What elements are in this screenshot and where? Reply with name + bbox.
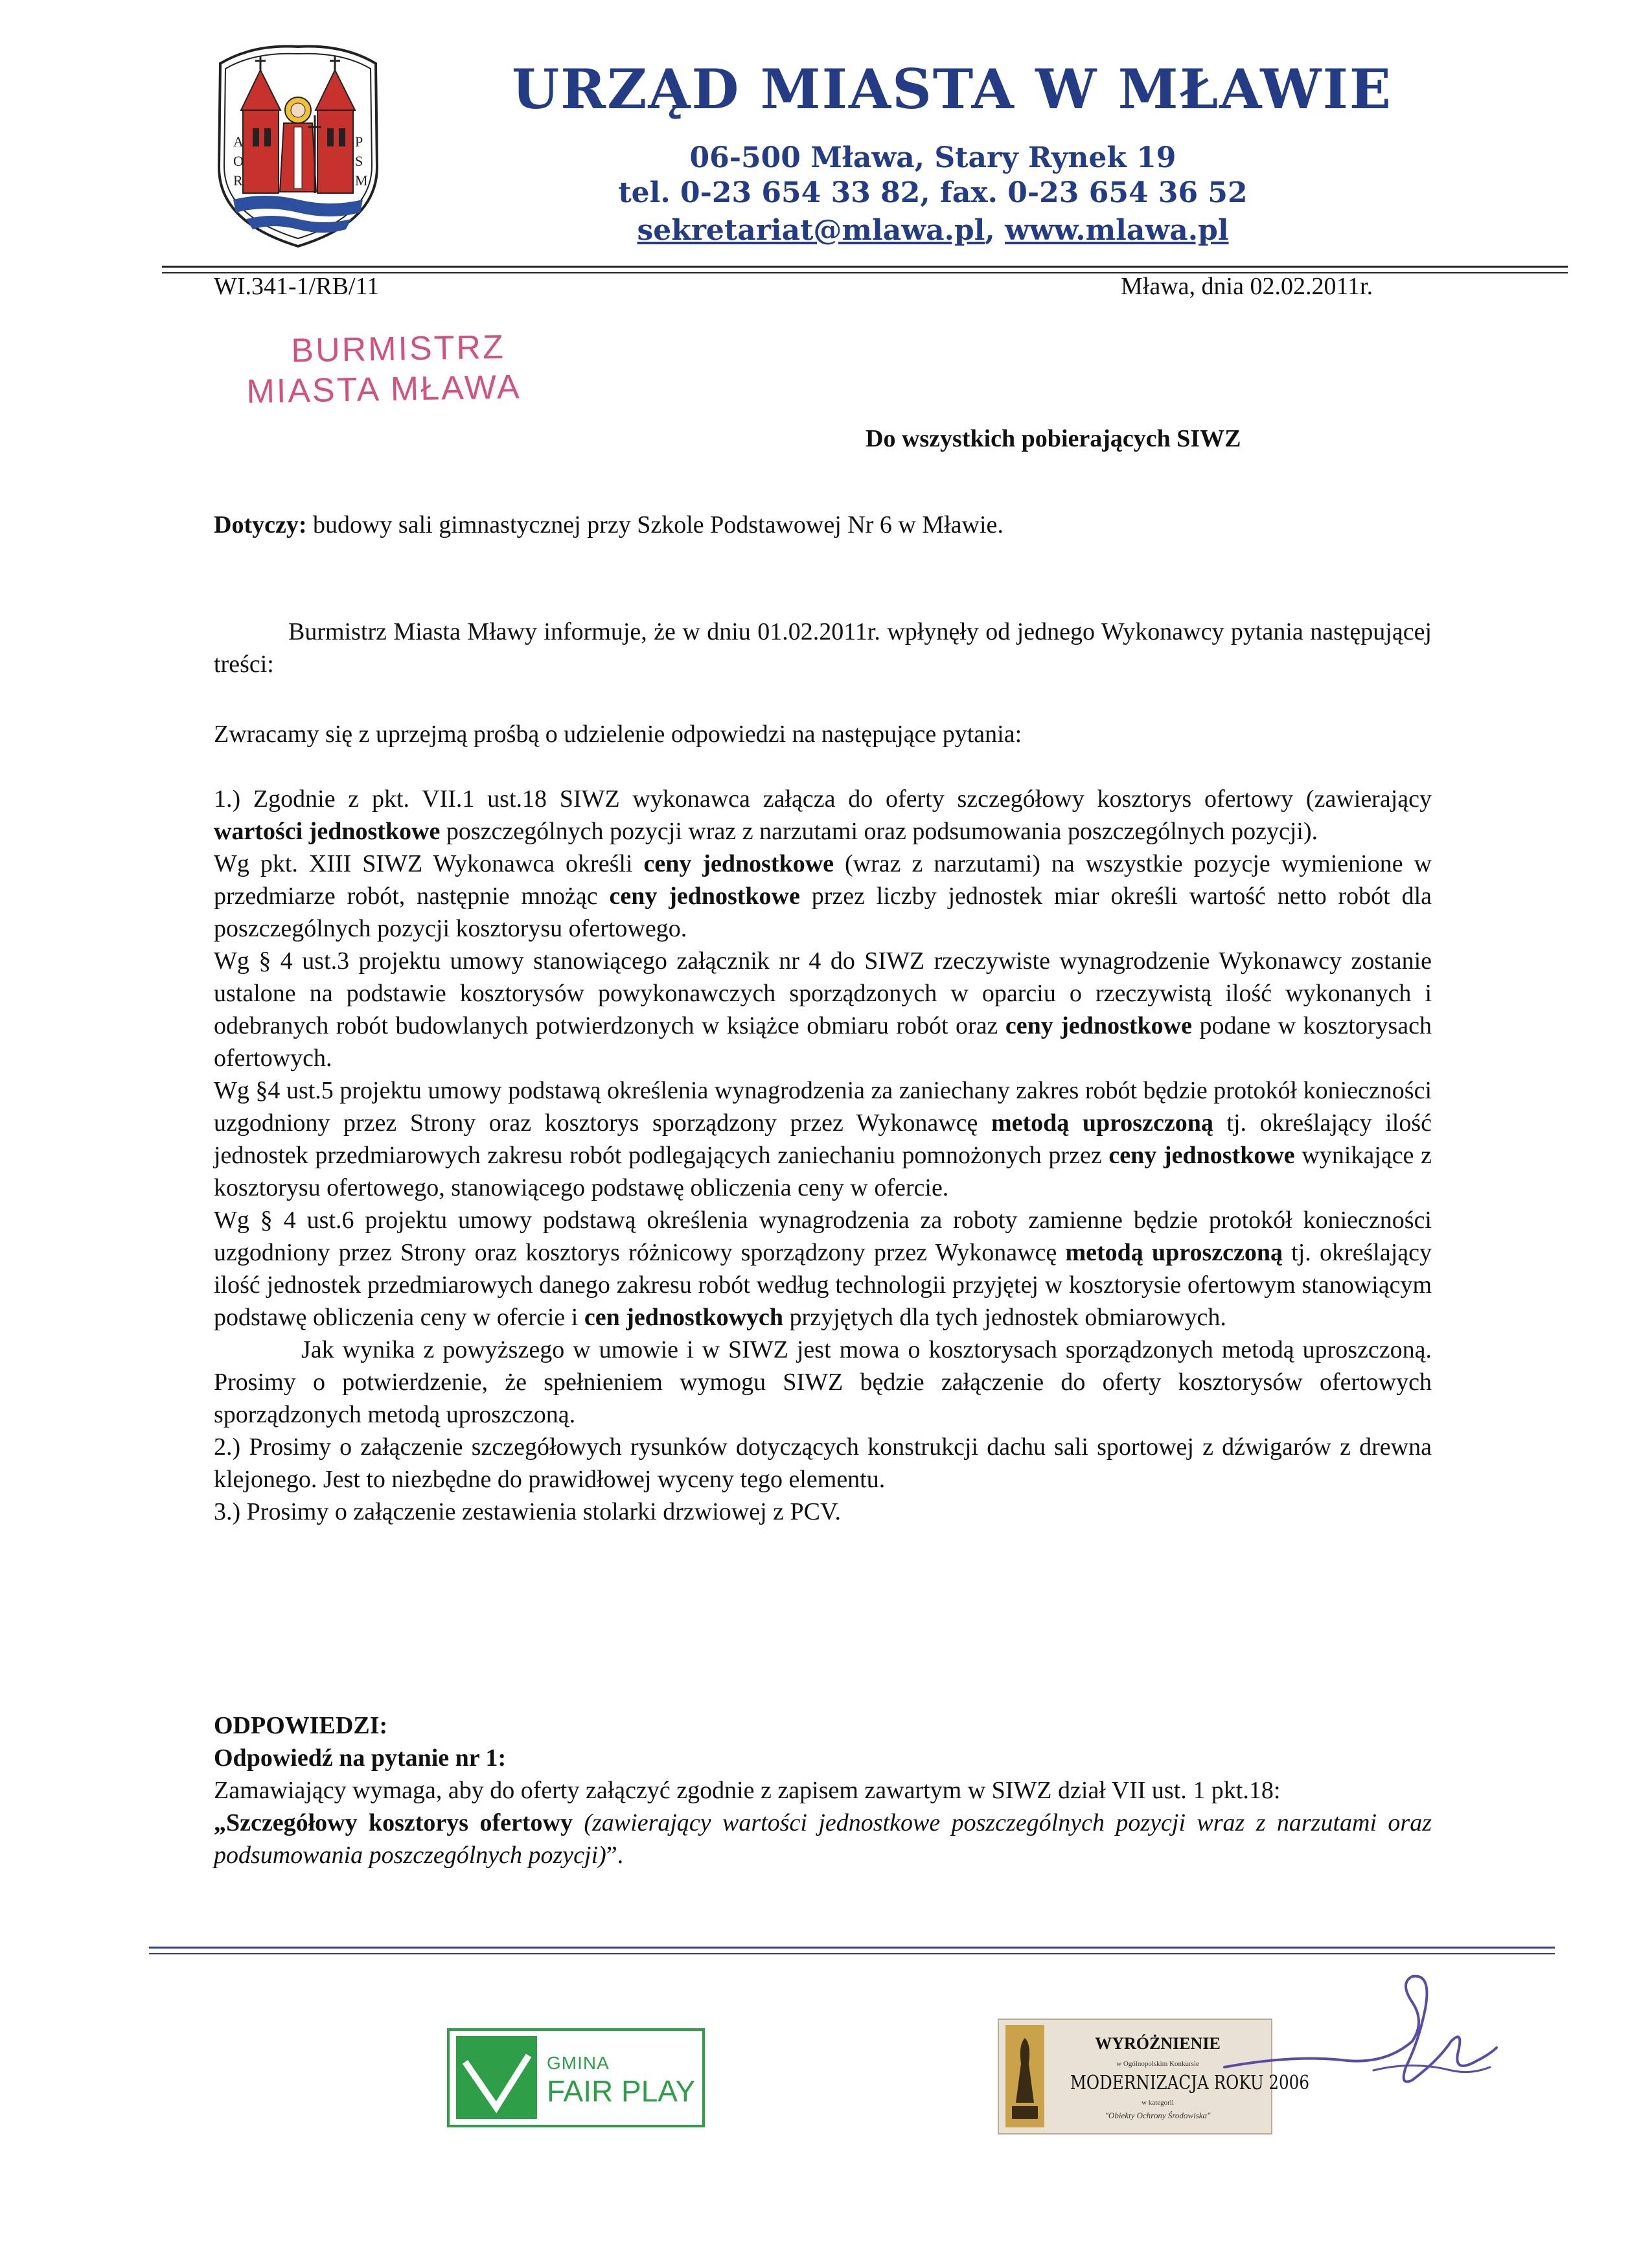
- link-separator: ,: [985, 214, 1005, 247]
- header-divider: [162, 266, 1568, 268]
- crest-letter: S: [355, 153, 363, 169]
- crest-letter: A: [233, 133, 244, 150]
- question-1-paragraph: Wg § 4 ust.3 projektu umowy stanowiącego załącznik nr 4 do SIWZ rzeczywiste wynagrodzenie Wykonawcy zostanie ustalone na podstawie kosztorysów powykonawczych sporządzonych w oparciu o rzeczywistą ilość wykonanych i odebranych robót budowlanych potwierdzonych w książce obmiaru robót oraz ceny jednostkowe podane w kosztorysach ofertowych.: [214, 947, 1432, 1072]
- email-link[interactable]: sekretariat@mlawa.pl: [637, 214, 985, 247]
- award-category-label: w kategorii: [1141, 2099, 1174, 2107]
- org-phone-fax: tel. 0-23 654 33 82, fax. 0-23 654 36 52: [618, 176, 1248, 209]
- questions-section: [214, 783, 1432, 1528]
- crest-letter: M: [355, 172, 368, 189]
- trophy-icon: [1005, 2025, 1044, 2127]
- answers-section: [214, 1709, 1432, 1871]
- question-1-paragraph: Wg § 4 ust.6 projektu umowy podstawą określenia wynagrodzenia za roboty zamienne będzie protokół konieczności uzgodniony przez Strony oraz kosztorys różnicowy sporządzony przez Wykonawcę metodą uproszczoną tj. określający ilość jednostek przedmiarowych danego zakresu robót według technologii przyjętej w kosztorysie ofertowym stanowiącym podstawę obliczenia ceny w ofercie i cen jednostkowych przyjętych dla tych jednostek obmiarowych.: [214, 1207, 1432, 1331]
- question-2-paragraph: 2.) Prosimy o załączenie szczegółowych rysunków dotyczących konstrukcji dachu sali sportowej z dźwigarów z drewna klejonego. Jest to niezbędne do prawidłowej wyceny tego elementu.: [214, 1433, 1432, 1493]
- answers-heading: ODPOWIEDZI:: [214, 1712, 388, 1739]
- place-and-date: Mława, dnia 02.02.2011r.: [1121, 273, 1373, 300]
- crest-letter: O: [233, 153, 244, 169]
- fair-play-label-small: GMINA: [547, 2053, 610, 2073]
- website-link[interactable]: www.mlawa.pl: [1005, 214, 1229, 247]
- question-1-paragraph: 1.) Zgodnie z pkt. VII.1 ust.18 SIWZ wykonawca załącza do oferty szczegółowy kosztorys ofertowy (zawierający wartości jednostkowe poszczególnych pozycji wraz z narzutami oraz podsumowania poszczególnych pozycji).: [214, 785, 1432, 845]
- subject-text: budowy sali gimnastycznej przy Szkole Podstawowej Nr 6 w Mławie.: [306, 511, 1004, 538]
- stamp-line: BURMISTRZ: [290, 328, 506, 370]
- org-address: 06-500 Mława, Stary Rynek 19: [689, 141, 1176, 174]
- question-1-summary: Jak wynika z powyższego w umowie i w SIWZ jest mowa o kosztorysach sporządzonych metodą uproszczoną. Prosimy o potwierdzenie, że spełnieniem wymogu SIWZ będzie załączenie do oferty kosztorysów ofertowych sporządzonych metodą uproszczoną.: [214, 1336, 1432, 1428]
- organization-name: URZĄD MIASTA W MŁAWIE: [512, 57, 1392, 121]
- request-paragraph: Zwracamy się z uprzejmą prośbą o udzielenie odpowiedzi na następujące pytania:: [214, 721, 1022, 748]
- checkmark-icon: [456, 2036, 537, 2119]
- subject-line: [214, 511, 1004, 539]
- question-1-paragraph: Wg §4 ust.5 projektu umowy podstawą określenia wynagrodzenia za zaniechany zakres robót będzie protokół konieczności uzgodniony przez Strony oraz kosztorys sporządzony przez Wykonawcę metodą uproszczoną tj. określający ilość jednostek przedmiarowych zakresu robót podlegających zaniechaniu pomnożonych przez ceny jednostkowe wynikające z kosztorysu ofertowego, stanowiącego podstawę obliczenia ceny w ofercie.: [214, 1077, 1432, 1201]
- stamp-line: MIASTA MŁAWA: [246, 368, 522, 411]
- award-subtitle: w Ogólnopolskim Konkursie: [1116, 2060, 1199, 2068]
- award-category: "Obiekty Ochrony Środowiska": [1105, 2111, 1211, 2120]
- footer-divider: [149, 1953, 1555, 1954]
- reference-number: WI.341-1/RB/11: [214, 273, 380, 300]
- intro-paragraph: Burmistrz Miasta Mławy informuje, że w dniu 01.02.2011r. wpłynęły od jednego Wykonawcy pytania następującej treści:: [214, 618, 1432, 678]
- mayor-stamp: [246, 327, 522, 411]
- intro-section: [214, 616, 1432, 680]
- fair-play-logo: [447, 2028, 705, 2127]
- answer-1-text: Zamawiający wymaga, aby do oferty załączyć zgodnie z zapisem zawartym w SIWZ dział VII ust. 1 pkt.18:: [214, 1777, 1281, 1804]
- crest-letter: P: [355, 133, 363, 150]
- award-name: MODERNIZACJA ROKU 2006: [1070, 2072, 1309, 2094]
- answer-1-quote: „Szczegółowy kosztorys ofertowy (zawierający wartości jednostkowe poszczególnych pozycji wraz z narzutami oraz podsumowania poszczególnych pozycji)”.: [214, 1809, 1432, 1869]
- answer-1-heading: Odpowiedź na pytanie nr 1:: [214, 1744, 507, 1772]
- request-section: [214, 718, 1432, 750]
- org-contact-links: [512, 214, 1354, 247]
- fair-play-label: FAIR PLAY: [547, 2074, 696, 2108]
- footer-divider: [149, 1947, 1555, 1949]
- award-title: WYRÓŻNIENIE: [1095, 2034, 1221, 2053]
- city-coat-of-arms-icon: [207, 38, 389, 251]
- addressee: Do wszystkich pobierających SIWZ: [866, 425, 1241, 452]
- handwritten-signature: [1218, 1963, 1503, 2106]
- question-1-paragraph: Wg pkt. XIII SIWZ Wykonawca określi ceny jednostkowe (wraz z narzutami) na wszystkie pozycje wymienione w przedmiarze robót, następnie mnożąc ceny jednostkowe przez liczby jednostek miar określi wartość netto robót dla poszczególnych pozycji kosztorysu ofertowego.: [214, 850, 1432, 942]
- question-3-paragraph: 3.) Prosimy o załączenie zestawienia stolarki drzwiowej z PCV.: [214, 1498, 842, 1525]
- subject-label: Dotyczy:: [214, 511, 307, 538]
- crest-letter: R: [233, 172, 243, 189]
